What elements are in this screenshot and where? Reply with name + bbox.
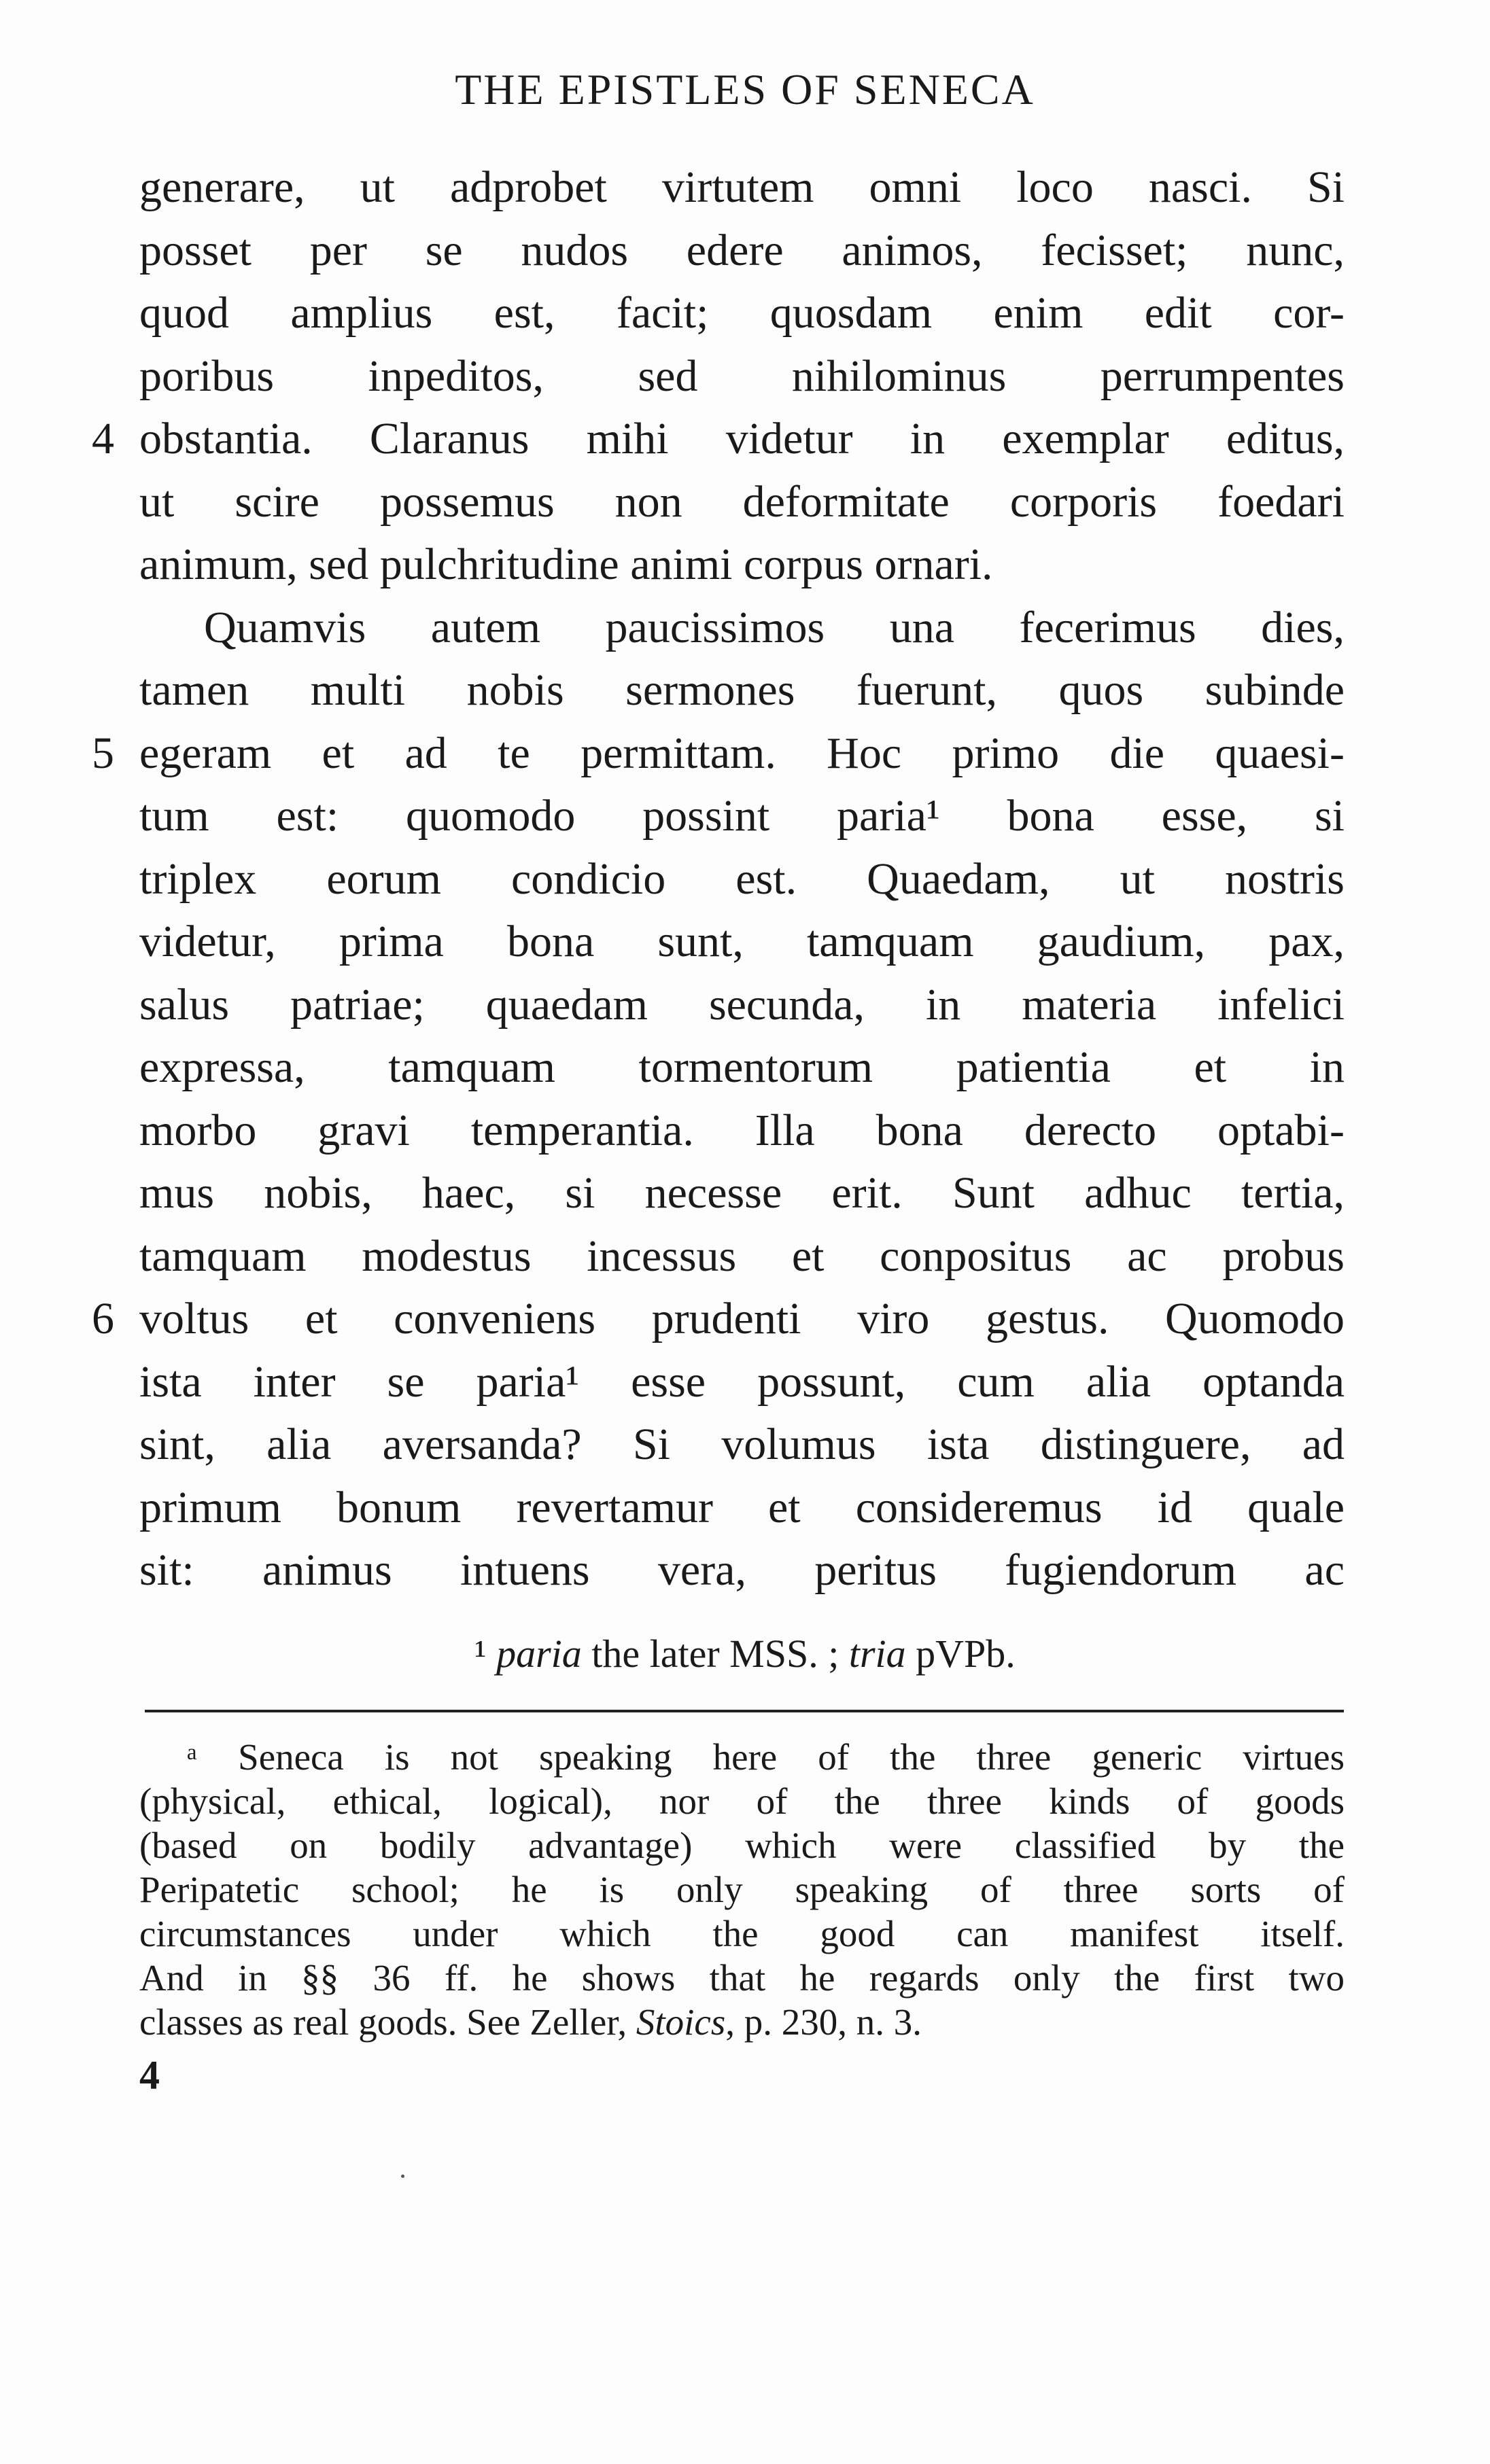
line-text: ut scire possemus non deformitate corporis foedari (139, 476, 1345, 527)
text-line (139, 1040, 1345, 1104)
text-line (139, 601, 1345, 664)
line-text: tamquam modestus incessus et conpositus ac probus (139, 1231, 1345, 1281)
text-line (139, 1104, 1345, 1167)
note-line: circumstances under which the good can manifest itself. (139, 1913, 1345, 1954)
section-number: 5 (92, 728, 114, 778)
text-line (139, 349, 1345, 412)
section-number: 4 (92, 414, 114, 463)
note-line: ᵃ Seneca is not speaking here of the three generic virtues (187, 1736, 1345, 1778)
text-line (139, 915, 1345, 978)
line-text: triplex eorum condicio est. Quaedam, ut nostris (139, 853, 1345, 904)
text-line (92, 726, 1345, 790)
text-line (139, 978, 1345, 1041)
text-line (92, 412, 1345, 475)
line-text: salus patriae; quaedam secunda, in materia infelici (139, 979, 1345, 1029)
page-number: 4 (139, 2053, 160, 2098)
text-line (139, 224, 1345, 287)
footnote-italic-tria: tria (848, 1632, 906, 1676)
footnote-marker: ¹ (474, 1632, 487, 1676)
line-text: Quamvis autem paucissimos una fecerimus dies, (204, 602, 1345, 652)
text-line (139, 1543, 1345, 1606)
text-line (139, 286, 1345, 349)
line-text: quod amplius est, facit; quosdam enim edit cor- (139, 288, 1345, 338)
footnote-divider (145, 1710, 1344, 1712)
line-text: obstantia. Claranus mihi videtur in exemplar editus, (139, 414, 1345, 463)
line-text: tamen multi nobis sermones fuerunt, quos subinde (139, 665, 1345, 715)
note-line: (based on bodily advantage) which were classified by the (139, 1825, 1345, 1866)
explanatory-note-last (139, 2001, 1345, 2045)
main-text (92, 160, 1345, 1606)
text-line (139, 160, 1345, 224)
speck (401, 2175, 404, 2178)
note-line: And in §§ 36 ff. he shows that he regards only the first two (139, 1957, 1345, 1999)
line-text: expressa, tamquam tormentorum patientia et in (139, 1042, 1345, 1092)
footnote-text-end: pVPb. (905, 1632, 1016, 1676)
line-text: animum, sed pulchritudine animi corpus ornari. (139, 540, 993, 589)
text-line (92, 1292, 1345, 1355)
textual-footnote (0, 1631, 1490, 1676)
line-text: videtur, prima bona sunt, tamquam gaudium, pax, (139, 917, 1345, 966)
section-number: 6 (92, 1294, 114, 1343)
line-text: ista inter se paria¹ esse possunt, cum alia optanda (139, 1356, 1345, 1407)
line-text: poribus inpeditos, sed nihilominus perrumpentes (139, 351, 1345, 401)
footnote-italic-paria: paria (496, 1632, 582, 1676)
text-line (139, 663, 1345, 726)
line-text: sit: animus intuens vera, peritus fugiendorum ac (139, 1545, 1345, 1595)
note-text-end: , p. 230, n. 3. (725, 2001, 922, 2043)
line-text: egeram et ad te permittam. Hoc primo die quaesi- (139, 728, 1345, 778)
line-text: generare, ut adprobet virtutem omni loco nasci. Si (139, 162, 1345, 212)
text-line (139, 1229, 1345, 1292)
text-line (139, 1418, 1345, 1481)
line-text: mus nobis, haec, si necesse erit. Sunt adhuc tertia, (139, 1168, 1345, 1218)
line-text: sint, alia aversanda? Si volumus ista distinguere, ad (139, 1420, 1345, 1469)
line-text: primum bonum revertamur et consideremus id quale (139, 1482, 1345, 1532)
text-line (139, 538, 1345, 601)
line-text: voltus et conveniens prudenti viro gestus. Quomodo (139, 1294, 1345, 1343)
line-text: morbo gravi temperantia. Illa bona derecto optabi- (139, 1105, 1345, 1155)
explanatory-notes (139, 1736, 1345, 2001)
note-text: classes as real goods. See Zeller, (139, 2001, 636, 2043)
line-text: tum est: quomodo possint paria¹ bona esse, si (139, 791, 1345, 841)
text-line (139, 789, 1345, 852)
text-line (139, 475, 1345, 538)
note-italic: Stoics (636, 2001, 726, 2043)
footnote-text: the later MSS. ; (581, 1632, 849, 1676)
note-line: (physical, ethical, logical), nor of the three kinds of goods (139, 1780, 1345, 1822)
text-line (139, 852, 1345, 915)
note-line: Peripatetic school; he is only speaking of three sorts of (139, 1869, 1345, 1910)
line-text: posset per se nudos edere animos, fecisset; nunc, (139, 225, 1345, 275)
text-line (139, 1166, 1345, 1229)
running-header: THE EPISTLES OF SENECA (455, 65, 1035, 113)
text-line (139, 1355, 1345, 1418)
text-line (139, 1481, 1345, 1544)
